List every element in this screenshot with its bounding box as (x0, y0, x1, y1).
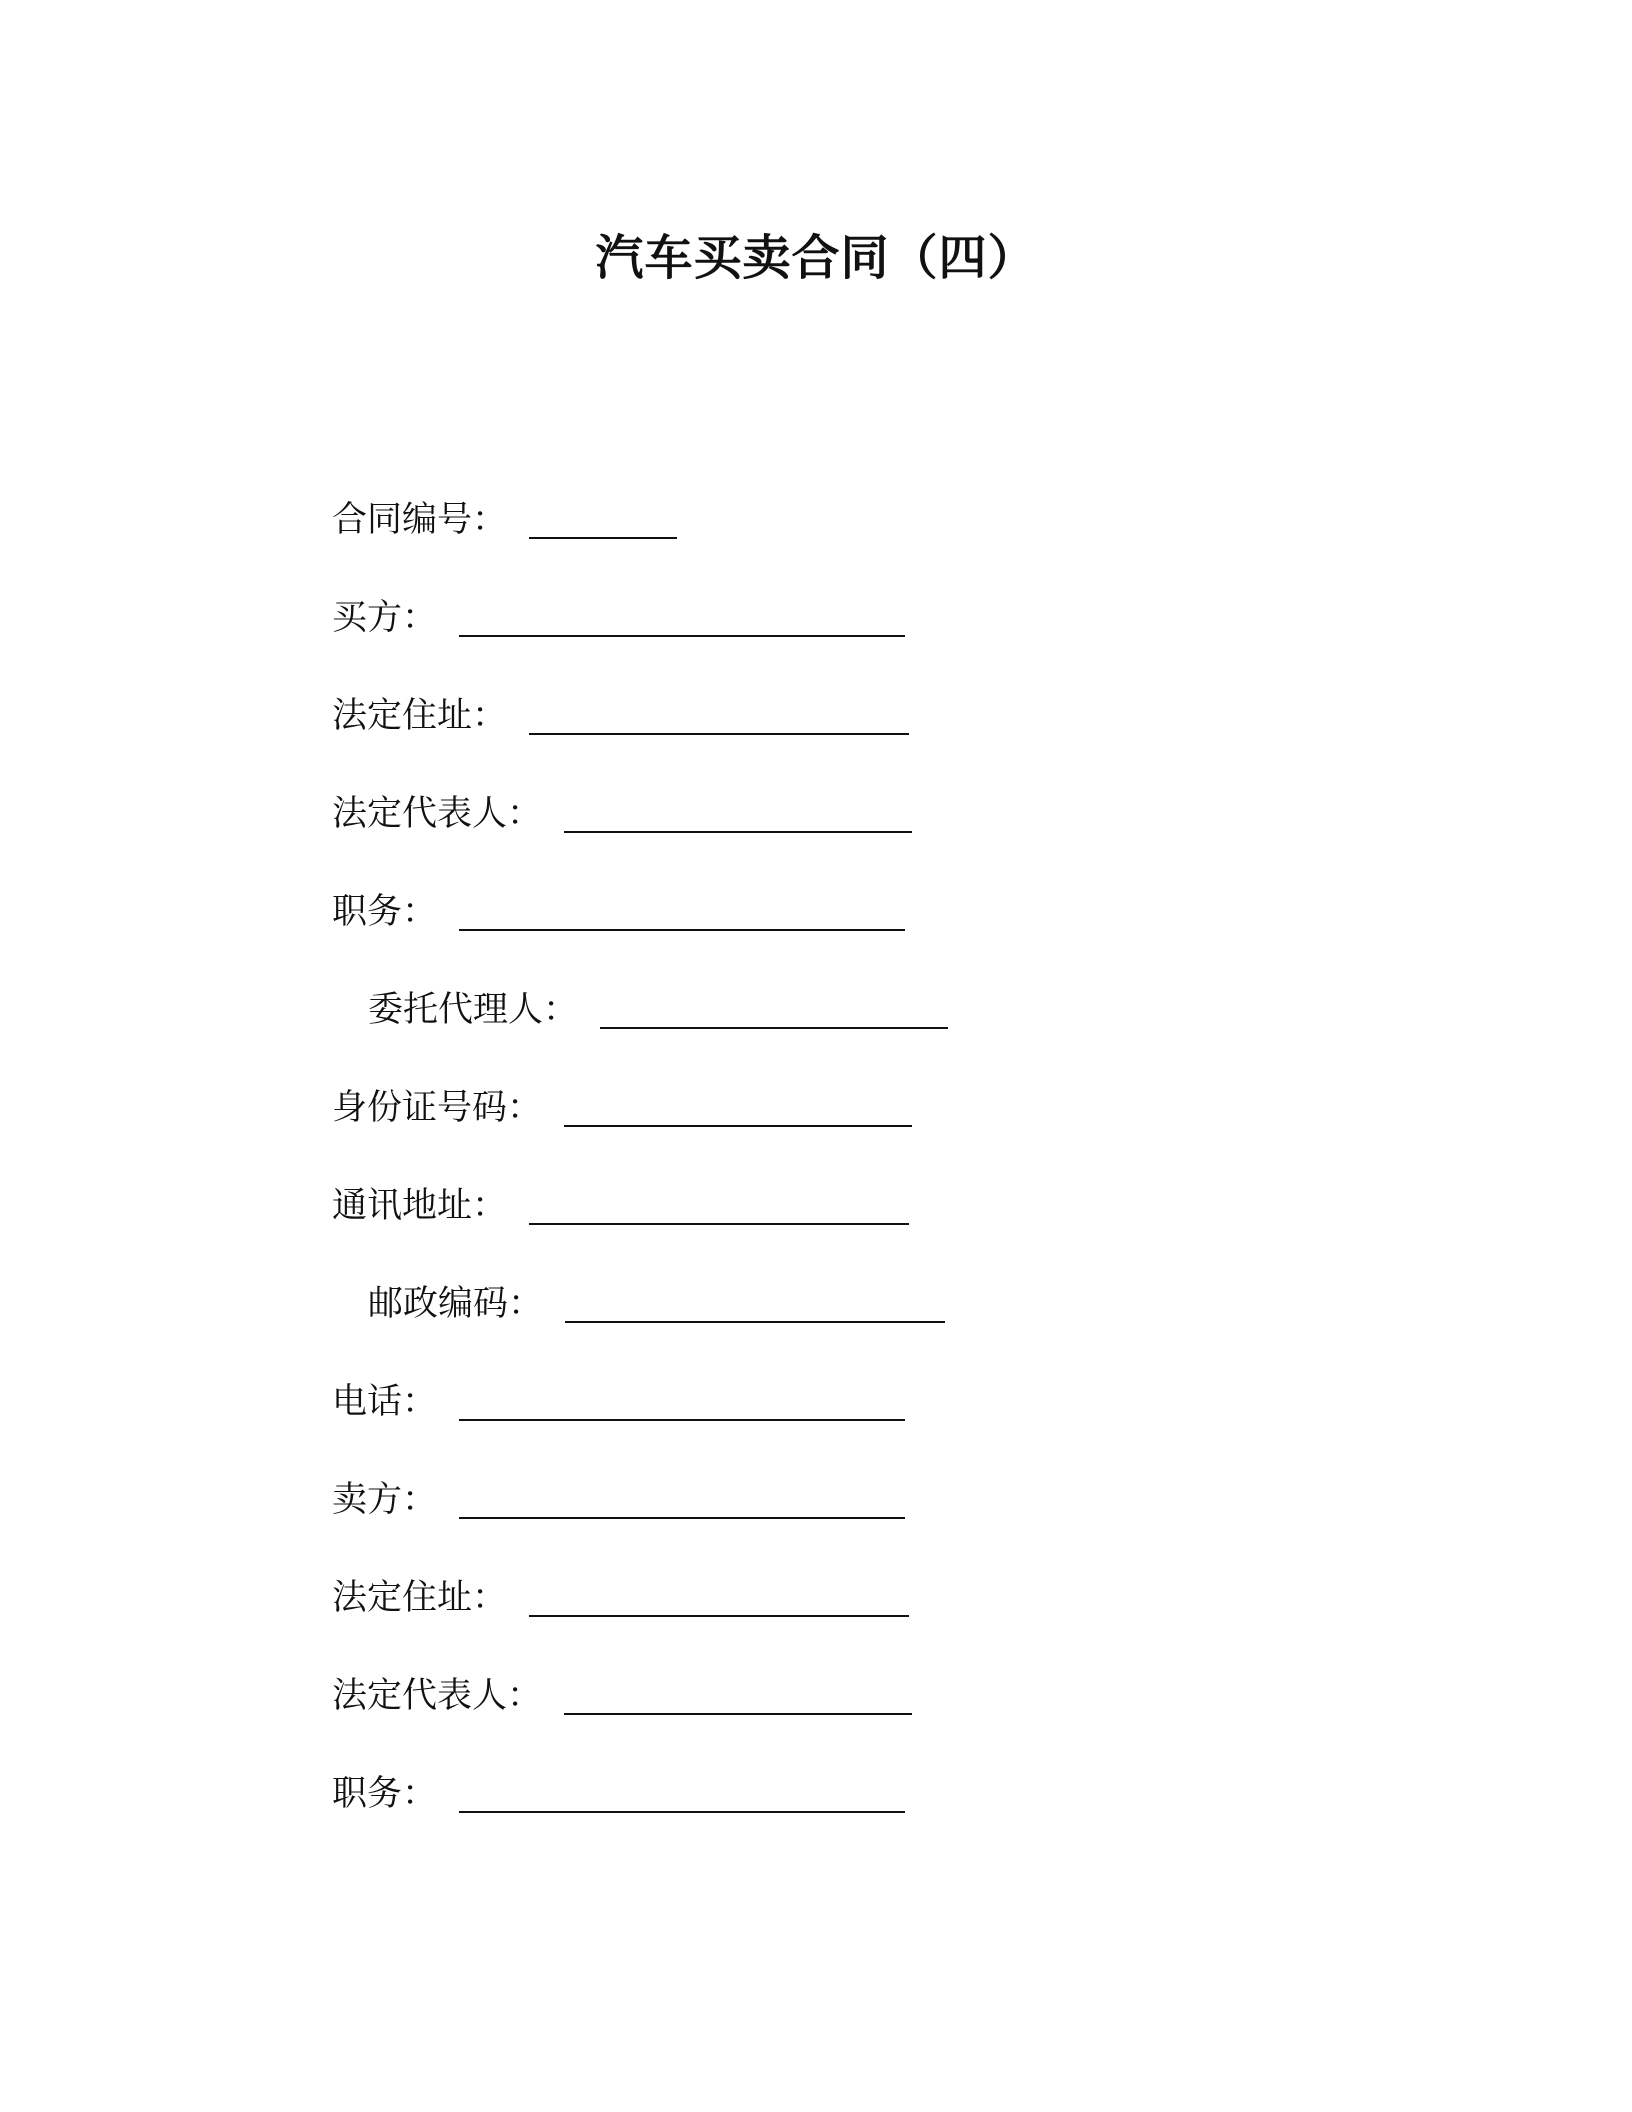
field-phone (332, 1368, 905, 1424)
fill-in-blank (564, 1713, 912, 1715)
fill-in-blank (564, 1125, 912, 1127)
field-postal-code (332, 1270, 945, 1326)
field-label: 通讯地址： (332, 1186, 508, 1226)
field-seller (332, 1466, 905, 1522)
field-label: 职务： (332, 892, 438, 932)
field-label: 法定代表人： (332, 1676, 543, 1716)
fill-in-blank (529, 733, 909, 735)
field-seller-address (332, 1564, 909, 1620)
field-buyer (332, 584, 905, 640)
fill-in-blank (529, 537, 677, 539)
field-contract-number (332, 486, 677, 542)
fill-in-blank (565, 1321, 945, 1323)
field-buyer-legal-representative (332, 780, 912, 836)
field-label: 买方： (332, 598, 438, 638)
field-label: 法定代表人： (332, 794, 543, 834)
fill-in-blank (459, 1517, 905, 1519)
field-label: 法定住址： (332, 696, 508, 736)
fill-in-blank (529, 1223, 909, 1225)
field-authorized-agent (332, 976, 948, 1032)
fill-in-blank (459, 929, 905, 931)
field-label: 职务： (332, 1774, 438, 1814)
fill-in-blank (564, 831, 912, 833)
field-buyer-position (332, 878, 905, 934)
field-label: 电话： (332, 1382, 438, 1422)
field-label: 法定住址： (332, 1578, 508, 1618)
field-label: 委托代理人： (368, 990, 579, 1030)
fill-in-blank (459, 1419, 905, 1421)
field-mailing-address (332, 1172, 909, 1228)
field-label: 合同编号： (332, 500, 508, 540)
field-seller-position (332, 1760, 905, 1816)
field-label: 卖方： (332, 1480, 438, 1520)
field-seller-legal-representative (332, 1662, 912, 1718)
field-label: 身份证号码： (332, 1088, 543, 1128)
fill-in-blank (459, 635, 905, 637)
field-label: 邮政编码： (368, 1284, 544, 1324)
fill-in-blank (459, 1811, 905, 1813)
field-buyer-address (332, 682, 909, 738)
document-title: 汽车买卖合同（四） (595, 230, 1037, 286)
field-id-number (332, 1074, 912, 1130)
fill-in-blank (600, 1027, 948, 1029)
fill-in-blank (529, 1615, 909, 1617)
